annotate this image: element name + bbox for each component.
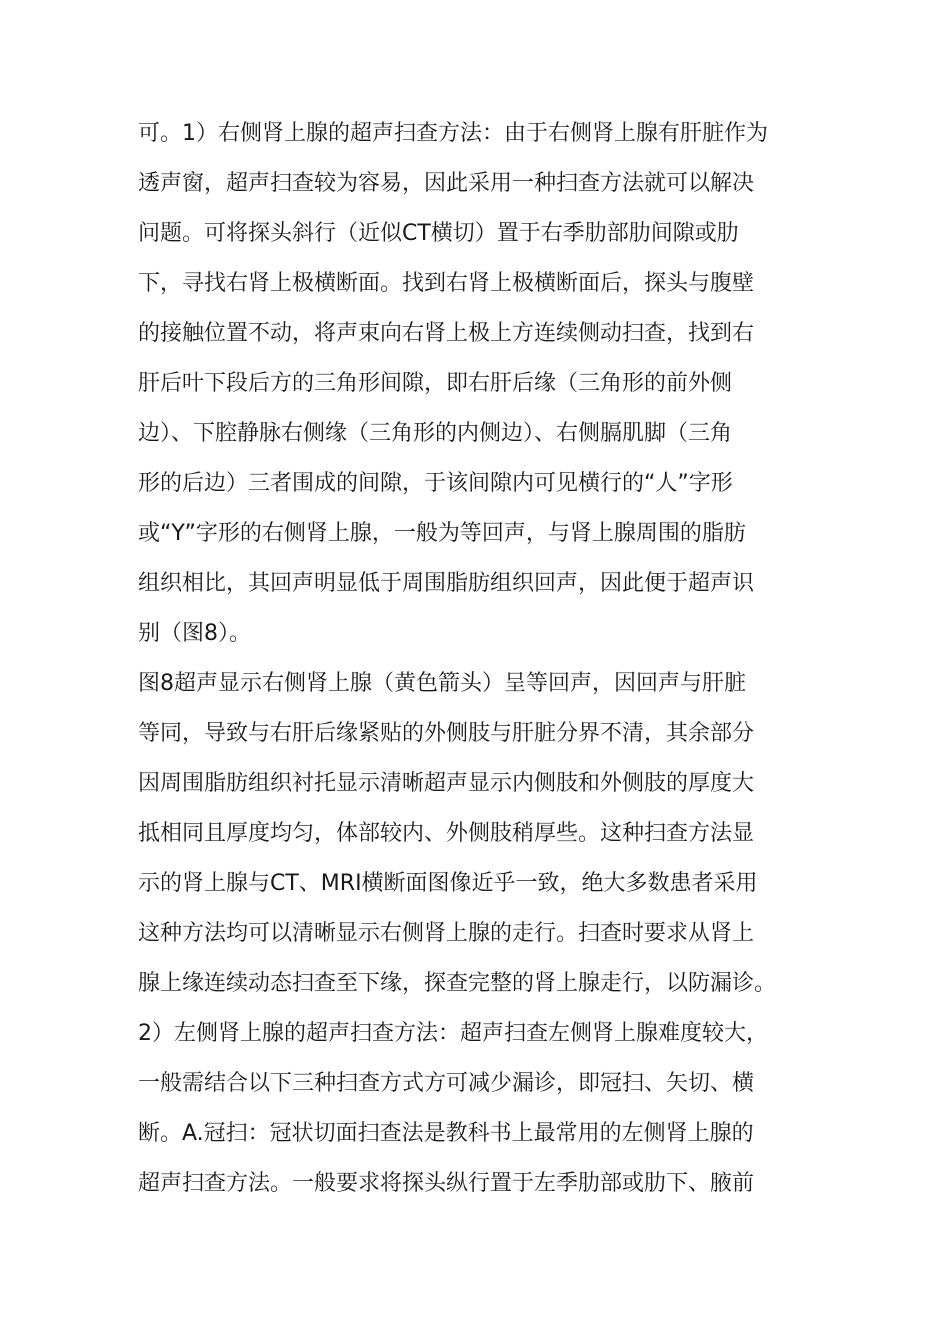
text-line: 示的肾上腺与CT、MRI横断面图像近乎一致，绝大多数患者采用 bbox=[138, 871, 758, 896]
text-line: 或“Y”字形的右侧肾上腺，一般为等回声，与肾上腺周围的脂肪 bbox=[138, 521, 746, 546]
text-line: 形的后边）三者围成的间隙，于该间隙内可见横行的“人”字形 bbox=[138, 471, 733, 496]
text-line: 2）左侧肾上腺的超声扫查方法：超声扫查左侧肾上腺难度较大， bbox=[138, 1021, 768, 1046]
text-line: 断。A.冠扫：冠状切面扫查法是教科书上最常用的左侧肾上腺的 bbox=[138, 1121, 754, 1146]
text-line: 等同，导致与右肝后缘紧贴的外侧肢与肝脏分界不清，其余部分 bbox=[138, 721, 755, 746]
text-line: 透声窗，超声扫查较为容易，因此采用一种扫查方法就可以解决 bbox=[138, 171, 755, 196]
text-line: 腺上缘连续动态扫查至下缘，探查完整的肾上腺走行，以防漏诊。 bbox=[138, 971, 777, 996]
figure-caption-line: 图8超声显示右侧肾上腺（黄色箭头）呈等回声，因回声与肝脏 bbox=[138, 671, 746, 696]
text-line: 边）、下腔静脉右侧缘（三角形的内侧边）、右侧膈肌脚（三角 bbox=[138, 421, 733, 446]
text-line: 超声扫查方法。一般要求将探头纵行置于左季肋部或肋下、腋前 bbox=[138, 1171, 755, 1196]
text-line: 问题。可将探头斜行（近似CT横切）置于右季肋部肋间隙或肋 bbox=[138, 221, 739, 246]
text-line: 下，寻找右肾上极横断面。找到右肾上极横断面后，探头与腹壁 bbox=[138, 271, 755, 296]
text-line: 组织相比，其回声明显低于周围脂肪组织回声，因此便于超声识 bbox=[138, 571, 755, 596]
text-line: 抵相同且厚度均匀，体部较内、外侧肢稍厚些。这种扫查方法显 bbox=[138, 821, 755, 846]
text-line: 可。1）右侧肾上腺的超声扫查方法：由于右侧肾上腺有肝脏作为 bbox=[138, 121, 768, 146]
text-line: 一般需结合以下三种扫查方式方可减少漏诊，即冠扫、矢切、横 bbox=[138, 1071, 755, 1096]
text-line: 这种方法均可以清晰显示右侧肾上腺的走行。扫查时要求从肾上 bbox=[138, 921, 755, 946]
text-line: 的接触位置不动，将声束向右肾上极上方连续侧动扫查，找到右 bbox=[138, 321, 755, 346]
text-line: 肝后叶下段后方的三角形间隙，即右肝后缘（三角形的前外侧 bbox=[138, 371, 733, 396]
text-line: 因周围脂肪组织衬托显示清晰超声显示内侧肢和外侧肢的厚度大 bbox=[138, 771, 755, 796]
text-line: 别（图8）。 bbox=[138, 621, 251, 646]
